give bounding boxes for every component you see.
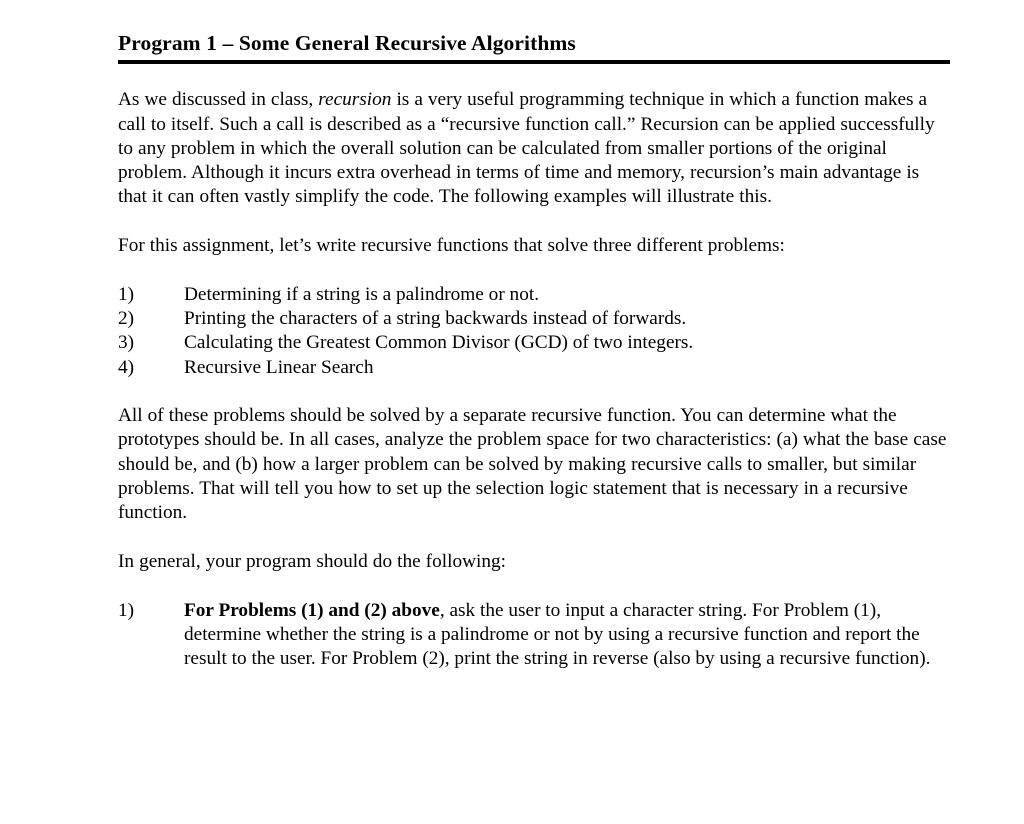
list-item-marker: 4) [118,356,135,378]
intro-emphasis-recursion: recursion [318,89,392,111]
list-item-label: Determining if a string is a palindrome or not. [184,283,540,305]
requirement-body-text: , ask the user to input a character string. For Problem (1), determine whether the string is a palindrome or not by using a recursive function and report the result to the user. For Problem (2), print the string in reverse (also by using a recursive function). [184,599,931,670]
list-item-marker: 3) [118,332,135,354]
assignment-lead-paragraph: For this assignment, let’s write recursive functions that solve three different problems: [118,235,785,257]
list-item-label [184,599,950,672]
spacer-before-requirements [118,574,950,598]
list-item-label: Printing the characters of a string backwards instead of forwards. [184,307,687,329]
intro-text-rest: is a very useful programming technique in which a function makes a call to itself. Such a call is described as a “recursive function call.” Recursion can be applied successfully to any problem in which the overall solution can be calculated from smaller portions of the original problem. Although it incurs extra overhead in terms of time and memory, recursion’s main advantage is that it can often vastly simplify the code. The following examples will illustrate this. [118,89,935,208]
spacer-before-general-lead [118,526,950,550]
document-content [118,30,950,671]
list-item [118,283,950,307]
page-title: Program 1 – Some General Recursive Algorithms [118,31,576,55]
spacer-after-intro [118,210,950,234]
spacer-before-problem-list [118,258,950,282]
list-item-marker: 1) [118,283,135,305]
list-item [118,599,950,672]
spacer-after-problem-list [118,380,950,404]
list-item-label: Calculating the Greatest Common Divisor (GCD) of two integers. [184,332,694,354]
requirements-list [118,599,950,672]
list-item-marker: 1) [118,599,135,621]
intro-text-lead: As we discussed in class, [118,89,319,111]
list-item [118,331,950,355]
spacer-after-title [118,64,950,88]
list-item-label: Recursive Linear Search [184,356,374,378]
requirement-bold-lead: For Problems (1) and (2) above [184,599,440,621]
list-item [118,307,950,331]
list-item [118,356,950,380]
problem-list [118,283,950,380]
solution-approach-paragraph: All of these problems should be solved by a separate recursive function. You can determine what the prototypes should be. In all cases, analyze the problem space for two characteristics: (a) what the base case should be, and (b) how a larger problem can be solved by making recursive calls to smaller, but similar problems. That will tell you how to set up the selection logic statement that is necessary in a recursive function. [118,405,947,524]
intro-paragraph [118,88,950,209]
general-lead-paragraph: In general, your program should do the following: [118,550,507,572]
list-item-marker: 2) [118,307,135,329]
